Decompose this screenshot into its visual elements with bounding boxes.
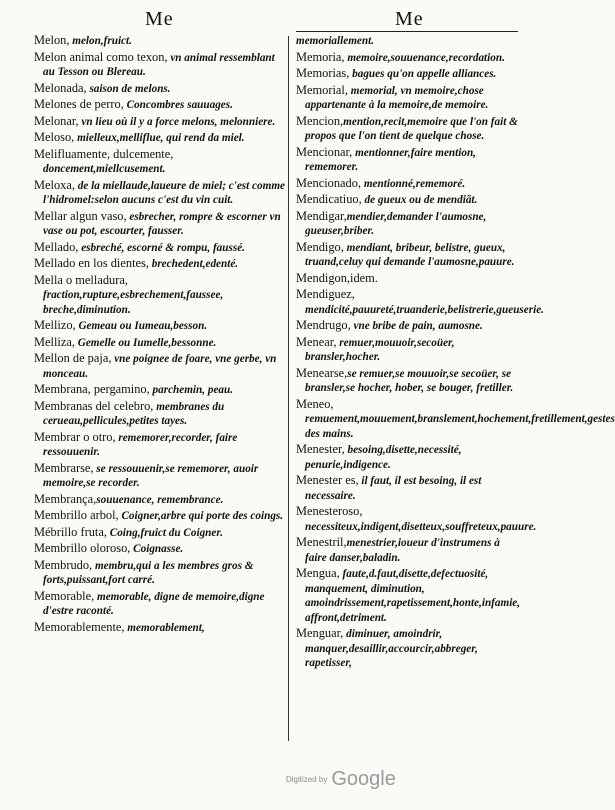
definition: vn animal ressemblant au Tesson ou Blereau. [43, 51, 275, 78]
headword: Mellado, [34, 239, 79, 254]
dictionary-entry [34, 34, 286, 49]
header-right: Me [395, 8, 424, 30]
headword: Memorablemente, [34, 619, 125, 634]
headword: Memorias, [296, 66, 350, 80]
definition: rememorer,recorder, faire ressouuenir. [43, 431, 238, 458]
dictionary-entry [296, 67, 518, 82]
headword: Mendiguez, [296, 287, 355, 301]
definition: Gemeau ou Iumeau,besson. [75, 320, 208, 332]
headword: Mencionado, [296, 175, 362, 190]
definition: Coignasse. [130, 543, 184, 555]
headword: Membrarse, [34, 460, 94, 475]
definition: vne bribe de pain, aumosne. [350, 320, 483, 332]
definition: mendicité,pauureté,truanderie,belistrerie,gueuserie. [305, 303, 544, 316]
headword: Mendicatiuo, [296, 192, 362, 206]
definition: de gueux ou de mendiãt. [361, 194, 478, 206]
dictionary-entry [34, 82, 286, 97]
dictionary-entry [296, 396, 615, 442]
dictionary-entry [296, 272, 518, 287]
headword: Membrar o otro, [34, 429, 116, 444]
dictionary-entry [34, 493, 286, 508]
definition: mielleux,melliflue, qui rend da miel. [74, 132, 245, 144]
definition: remuement,mouuement,branslement,hochement,fretillement,gestes des mains. [305, 413, 615, 440]
definition: membru,qui a les membres gros & forts,puissant,fort carré. [43, 559, 254, 586]
dictionary-entry [34, 319, 286, 334]
headword: Melones de perro, [34, 97, 124, 111]
definition: brechedent,edenté. [148, 258, 239, 270]
definition: il faut, il est besoing, il est necessaire. [305, 475, 482, 502]
dictionary-entry [296, 115, 518, 144]
dictionary-entry [296, 536, 518, 565]
dictionary-entry [34, 115, 286, 130]
definition: doncement,miellcusement. [43, 163, 166, 175]
dictionary-entry [34, 51, 286, 80]
column-top-rule [296, 31, 518, 32]
dictionary-entry [296, 627, 518, 671]
headword: Meneo, [296, 396, 334, 411]
definition: melon,fruict. [69, 35, 132, 47]
definition: mendiant, bribeur, belistre, gueux, truand,celuy qui demande l'aumosne,pauure. [305, 241, 515, 268]
headword: Mendigon,idem. [296, 270, 378, 285]
headword: Mellizo, [34, 318, 76, 332]
dictionary-entry [296, 367, 518, 396]
digitization-watermark [286, 768, 396, 794]
headword: Mellado en los dientes, [34, 256, 149, 270]
dictionary-entry [34, 274, 286, 318]
headword: Menester es, [296, 473, 359, 487]
definition: menestrier,ioueur d'instrumens à faire danser,baladin. [305, 537, 500, 564]
dictionary-entry [34, 590, 286, 619]
definition: mentionner,faire mention, rememorer. [305, 146, 476, 173]
headword: Mendrugo, [296, 318, 351, 332]
headword: Memorable, [34, 588, 95, 603]
dictionary-entry [34, 241, 286, 256]
dictionary-entry [34, 148, 286, 177]
headword: Mendigo, [296, 239, 344, 254]
dictionary-entry [34, 257, 286, 272]
dictionary-entry [296, 319, 518, 334]
definition: memorablement, [124, 621, 205, 634]
dictionary-entry [296, 336, 518, 365]
headword: Mencion, [296, 113, 344, 128]
dictionary-entry [34, 559, 286, 588]
headword: Menearse, [296, 365, 348, 380]
dictionary-entry [34, 383, 286, 398]
headword: Membrança, [34, 491, 97, 506]
definition: necessiteux,indigent,disetteux,souffreteux,pauure. [305, 520, 537, 533]
headword: Mellon de paja, [34, 351, 112, 365]
dictionary-entry [34, 400, 286, 429]
definition: memorial, vn memoire,chose appartenante à la memoire,de memoire. [305, 84, 489, 111]
headword: Menester, [296, 442, 345, 456]
headword: Mencionar, [296, 144, 353, 159]
definition: memorable, digne de memoire,digne d'estre raconté. [43, 590, 265, 617]
definition: saison de melons. [86, 82, 171, 95]
dictionary-entry [296, 177, 518, 192]
headword: Mellar algun vaso, [34, 208, 127, 223]
dictionary-entry [34, 509, 286, 524]
definition: remuer,mouuoir,secoüer, bransler,hocher. [305, 336, 455, 363]
dictionary-entry [296, 474, 518, 503]
dictionary-entry [296, 287, 544, 317]
dictionary-entry [296, 443, 518, 472]
definition: vne poignee de foare, vne gerbe, vn monceau. [43, 353, 277, 380]
right-column [296, 34, 615, 673]
dictionary-entry [296, 84, 518, 113]
definition: se ressouuenir,se rememorer, auoir memoire,se recorder. [43, 462, 259, 489]
header-left: Me [145, 8, 174, 30]
definition: parchemin, peau. [149, 384, 234, 396]
headword: Mébrillo fruta, [34, 524, 107, 539]
dictionary-entry [34, 431, 286, 460]
headword: Membrillo oloroso, [34, 541, 131, 555]
headword: Membranas del celebro, [34, 398, 154, 413]
definition: mentionné,rememoré. [361, 177, 466, 190]
dictionary-entry [34, 621, 286, 636]
definition: se remuer,se mouuoir,se secoüer, se bransler,se hocher, hober, se bouger, fretiller. [305, 367, 514, 394]
definition: Concombres sauuages. [123, 99, 233, 111]
dictionary-entry [296, 193, 518, 208]
dictionary-entry [296, 504, 537, 534]
definition: mention,recit,memoire que l'on fait & propos que l'on tient de quelque chose. [305, 115, 518, 142]
dictionary-entry [34, 352, 286, 381]
dictionary-entry [34, 526, 286, 541]
google-logo: Google [331, 768, 396, 790]
dictionary-entry [296, 566, 521, 625]
headword: Membrana, pergamino, [34, 382, 150, 396]
dictionary-entry [34, 462, 286, 491]
definition: memoire,souuenance,recordation. [344, 51, 505, 64]
headword: Melliza, [34, 334, 75, 349]
headword: Membrudo, [34, 557, 93, 572]
running-header [0, 8, 564, 32]
definition: vn lieu où il y a force melons, melonniere. [78, 115, 276, 128]
headword: Meloso, [34, 130, 75, 144]
definition: de la miellaude,laueure de miel; c'est comme l'hidromel:selon aucuns c'est du vin cuit. [43, 179, 285, 206]
dictionary-entry [296, 146, 518, 175]
headword: Melon, [34, 33, 70, 47]
definition: memoriallement. [296, 35, 374, 47]
definition: Gemelle ou Iumelle,bessonne. [74, 336, 217, 349]
headword: Menear, [296, 334, 337, 349]
dictionary-entry [296, 210, 518, 239]
dictionary-entry [34, 131, 286, 146]
definition: esbreché, escorné & rompu, faussé. [78, 241, 245, 254]
headword: Menesteroso, [296, 504, 363, 518]
definition: fraction,rupture,esbrechement,faussee, breche,diminution. [43, 289, 224, 316]
dictionary-entry [296, 51, 518, 66]
headword: Membrillo arbol, [34, 508, 119, 522]
column-divider [288, 36, 289, 741]
headword: Menguar, [296, 626, 344, 640]
headword: Menestril, [296, 535, 347, 549]
headword: Meloxa, [34, 177, 75, 192]
headword: Mella o melladura, [34, 272, 128, 287]
headword: Melonada, [34, 80, 87, 95]
dictionary-entry [34, 336, 286, 351]
headword: Mengua, [296, 566, 340, 580]
digitized-by-text: Digitized by [286, 775, 328, 784]
headword: Mendigar, [296, 208, 347, 223]
left-column [34, 34, 286, 637]
headword: Melonar, [34, 113, 79, 128]
headword: Melon animal como texon, [34, 49, 168, 64]
dictionary-entry [34, 98, 286, 113]
definition: souuenance, remembrance. [96, 493, 224, 506]
dictionary-entry [34, 210, 286, 239]
definition: besoing,disette,necessité, penurie,indigence. [305, 444, 462, 471]
definition: esbrecher, rompre & escorner vn vase ou pot, escourter, fausser. [43, 210, 281, 237]
headword: Melifluamente, dulcemente, [34, 146, 174, 161]
headword: Memorial, [296, 82, 348, 97]
definition: bagues qu'on appelle alliances. [349, 68, 497, 80]
definition: Coing,fruict du Coigner. [106, 526, 223, 539]
definition: membranes du cerueau,pellicules,petites tayes. [43, 400, 225, 427]
headword: Memoria, [296, 49, 345, 64]
definition: diminuer, amoindrir, manquer,desaillir,accourcir,abbreger, rapetisser, [305, 628, 478, 669]
dictionary-entry [296, 241, 518, 270]
definition: Coigner,arbre qui porte des coings. [118, 510, 284, 522]
dictionary-entry [34, 542, 286, 557]
definition: mendier,demander l'aumosne, gueuser,briber. [305, 210, 487, 237]
dictionary-entry [34, 179, 286, 208]
dictionary-entry [296, 34, 518, 49]
definition: faute,d.faut,disette,defectuosité, manquement, diminution, amoindrissement,rapetissement,honte,infamie, affront,detriment. [305, 568, 521, 624]
